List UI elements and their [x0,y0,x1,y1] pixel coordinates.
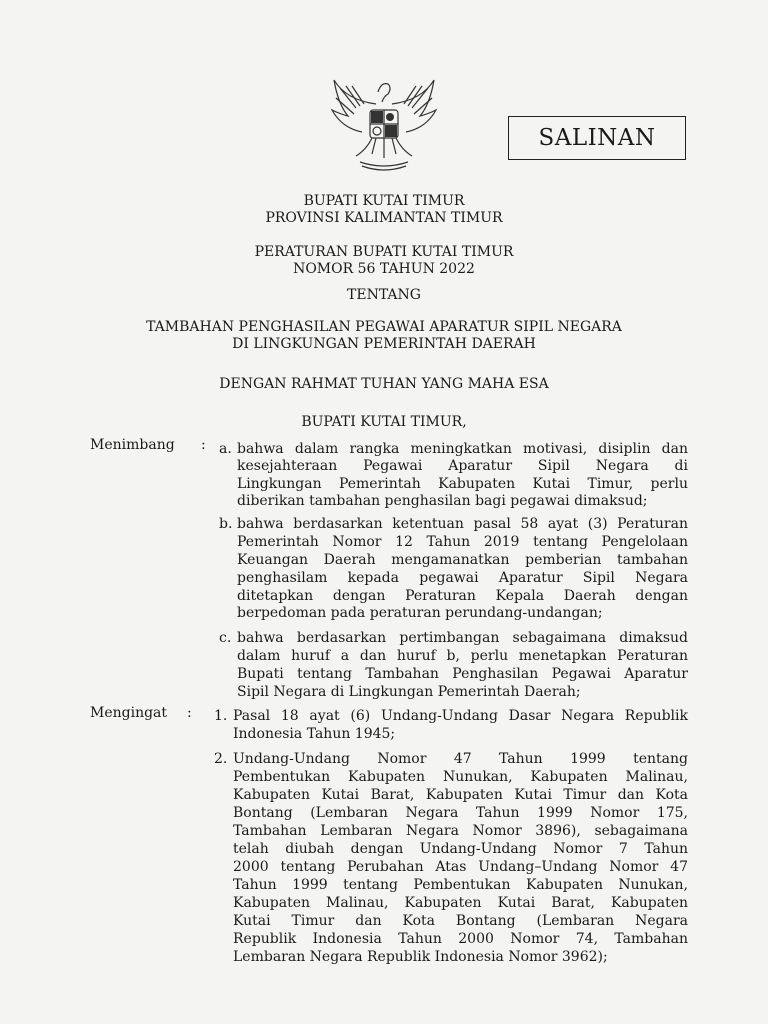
menimbang-b-line: berpedoman pada peraturan perundang-undangan; [237,605,603,621]
menimbang-b-mark: b. [219,516,233,532]
subject-line-1: TAMBAHAN PENGHASILAN PEGAWAI APARATUR SIPIL NEGARA [146,319,622,335]
mengingat-2-line: Undang-Undang Nomor 47 Tahun 1999 tentang [233,751,688,767]
menimbang-c-line: Bupati tentang Tambahan Penghasilan Pegawai Aparatur [237,666,688,682]
mengingat-2-line: Kabupaten Malinau, Kabupaten Kutai Barat, Kabupaten [233,895,688,911]
menimbang-c-line: Sipil Negara di Lingkungan Pemerintah Daerah; [237,684,581,700]
garuda-emblem-icon [326,74,442,174]
menimbang-b-line: ditetapkan dengan Peraturan Kepala Daerah dengan [237,588,688,604]
salinan-stamp: SALINAN [508,116,686,160]
rahmat-line: DENGAN RAHMAT TUHAN YANG MAHA ESA [219,376,549,392]
menimbang-a-line: Lingkungan Pemerintah Kabupaten Kutai Timur, perlu [237,476,688,492]
mengingat-2-line: 2000 tentang Perubahan Atas Undang–Undang Nomor 47 [233,859,688,875]
regent-title: BUPATI KUTAI TIMUR [303,193,465,209]
mengingat-label: Mengingat [90,705,168,721]
menimbang-colon: : [201,437,206,453]
menimbang-a-mark: a. [219,441,232,457]
menimbang-b-line: penghasilam kepada pegawai Aparatur Sipil Negara [237,570,688,586]
mengingat-1-line: Indonesia Tahun 1945; [233,726,396,742]
bupati-heading: BUPATI KUTAI TIMUR, [301,414,467,430]
mengingat-2-line: Bontang (Lembaran Negara Tahun 1999 Nomor 175, [233,805,688,821]
mengingat-2-line: Lembaran Negara Republik Indonesia Nomor 3962); [233,949,608,965]
menimbang-b-line: Keuangan Daerah mengamanatkan pemberian tambahan [237,552,688,568]
mengingat-2-line: Kabupaten Kutai Barat, Kabupaten Kutai Timur dan Kota [233,787,688,803]
menimbang-a-line: bahwa dalam rangka meningkatkan motivasi, disiplin dan [237,441,688,457]
mengingat-1-mark: 1. [214,708,228,724]
menimbang-a-line: kesejahteraan Pegawai Aparatur Sipil Negara di [237,458,688,474]
menimbang-b-line: Pemerintah Nomor 12 Tahun 2019 tentang Pengelolaan [237,534,688,550]
province-title: PROVINSI KALIMANTAN TIMUR [265,210,503,226]
menimbang-c-mark: c. [219,630,232,646]
mengingat-2-line: Tambahan Lembaran Negara Nomor 3896), sebagaimana [233,823,688,839]
mengingat-2-line: Kutai Timur dan Kota Bontang (Lembaran Negara [233,913,688,929]
menimbang-b-line: bahwa berdasarkan ketentuan pasal 58 ayat (3) Peraturan [237,516,688,532]
mengingat-2-line: Pembentukan Kabupaten Nunukan, Kabupaten Malinau, [233,769,688,785]
menimbang-a-line: diberikan tambahan penghasilan bagi pegawai dimaksud; [237,493,648,509]
menimbang-label: Menimbang [90,437,175,453]
mengingat-2-line: telah diubah dengan Undang-Undang Nomor 7 Tahun [233,841,688,857]
subject-line-2: DI LINGKUNGAN PEMERINTAH DAERAH [232,336,536,352]
mengingat-colon: : [187,705,192,721]
mengingat-1-line: Pasal 18 ayat (6) Undang-Undang Dasar Negara Republik [233,708,688,724]
menimbang-c-line: bahwa berdasarkan pertimbangan sebagaimana dimaksud [237,630,688,646]
regulation-number: NOMOR 56 TAHUN 2022 [293,261,475,277]
menimbang-c-line: dalam huruf a dan huruf b, perlu menetapkan Peraturan [237,648,688,664]
regulation-title: PERATURAN BUPATI KUTAI TIMUR [254,244,514,260]
mengingat-2-line: Tahun 1999 tentang Pembentukan Kabupaten Nunukan, [233,877,688,893]
tentang-heading: TENTANG [347,287,421,303]
mengingat-2-mark: 2. [214,751,228,767]
mengingat-2-line: Republik Indonesia Tahun 2000 Nomor 74, Tambahan [233,931,688,947]
